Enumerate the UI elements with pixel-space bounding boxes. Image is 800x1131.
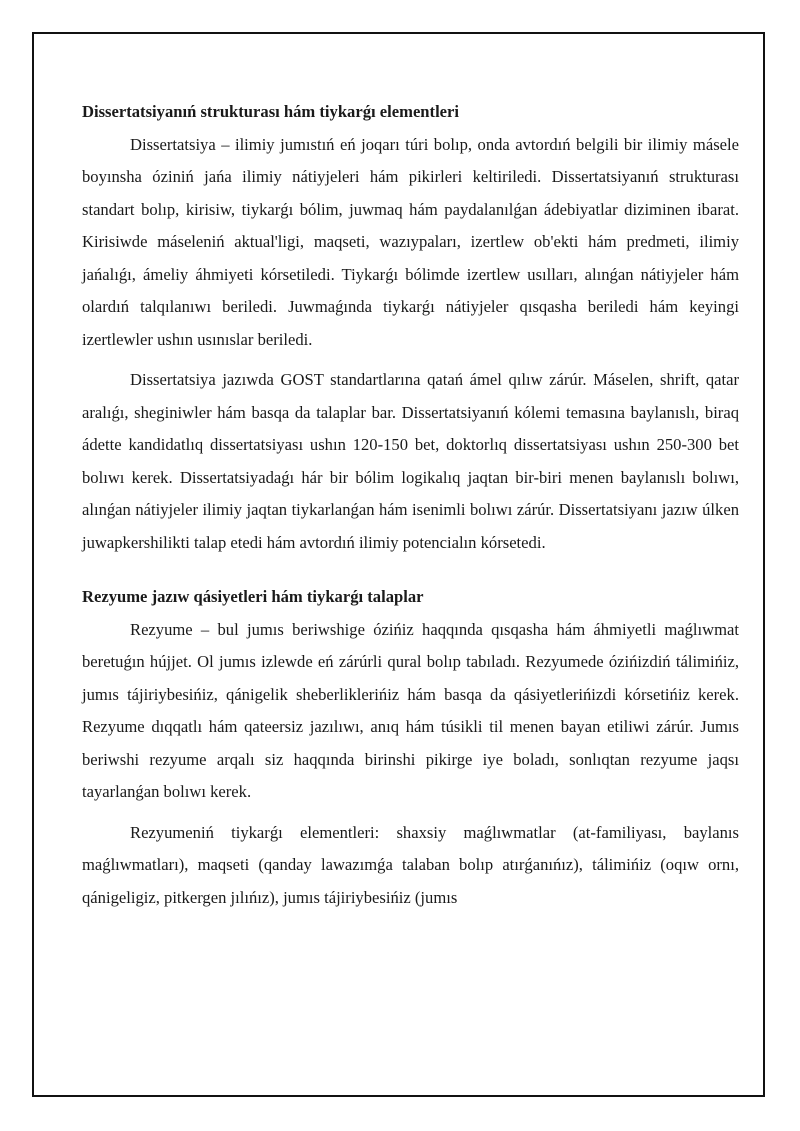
paragraph: Rezyumeniń tiykarǵı elementleri: shaxsiy maǵlıwmatlar (at-familiyası, baylanıs maǵlıwmatları), maqseti (qanday lawazımǵa talaban bolıp atırǵanıńız), tálimińiz (oqıw ornı, qánigeligiz, pitkergen jılıńız), jumıs tájiriybesińiz (jumıs xyxy=(82,822,739,907)
section-heading: Rezyume jazıw qásiyetleri hám tiykarǵı talaplar xyxy=(82,587,424,606)
paragraph: Rezyume – bul jumıs beriwshige ózińiz haqqında qısqasha hám áhmiyetli maǵlıwmat beretuǵın hújjet. Ol jumıs izlewde eń zárúrli qural bolıp tabıladı. Rezyumede ózińizdiń tálimińiz, jumıs tájiriybesińiz, qánigelik sheberliklerińiz hám basqa da qásiyetlerińizdi kórsetińiz kerek. Rezyume dıqqatlı hám qateersiz jazılıwı, anıq hám túsikli til menen bayan etiliwi zárúr. Jumıs beriwshi rezyume arqalı siz haqqında birinshi pikirge iye boladı, sonlıqtan rezyume jaqsı tayarlanǵan bolıwı kerek. xyxy=(82,619,739,801)
section-heading: Dissertatsiyanıń strukturası hám tiykarǵı elementleri xyxy=(82,102,460,121)
paragraph: Dissertatsiya – ilimiy jumıstıń eń joqarı túri bolıp, onda avtordıń belgili bir ilimiy másele boyınsha óziniń jańa ilimiy nátiyjeleri hám pikirleri keltiriledi. Dissertatsiyanıń strukturası standart bolıp, kirisiw, tiykarǵı bólim, juwmaq hám paydalanılǵan ádebiyatlar diziminen ibarat. Kirisiwde máseleniń aktual'ligi, maqseti, wazıypaları, izertlew ob'ekti hám predmeti, ilimiy jańalıǵı, ámeliy áhmiyeti kórsetiledi. Tiykarǵı bólimde izertlew usılları, alınǵan nátiyjeler hám olardıń talqılanıwı beriledi. Juwmaǵında tiykarǵı nátiyjeler qısqasha beriledi hám keyingi izertlewler ushın usınıslar beriledi. xyxy=(82,134,739,349)
paragraph: Dissertatsiya jazıwda GOST standartlarına qatań ámel qılıw zárúr. Máselen, shrift, qatar aralıǵı, sheginiwler hám basqa da talaplar bar. Dissertatsiyanıń kólemi temasına baylanıslı, biraq ádette kandidatlıq dissertatsiyası ushın 120-150 bet, doktorlıq dissertatsiyası ushın 250-300 bet bolıwı kerek. Dissertatsiyadaǵı hár bir bólim logikalıq jaqtan bir-biri menen baylanıslı bolıwı, alınǵan nátiyjeler ilimiy jaqtan tiykarlanǵan hám isenimli bolıwı zárúr. Dissertatsiyanı jazıw úlken juwapkershilikti talap etedi hám avtordıń ilimiy potencialın kórsetedi. xyxy=(82,370,739,552)
document-body xyxy=(82,96,739,914)
